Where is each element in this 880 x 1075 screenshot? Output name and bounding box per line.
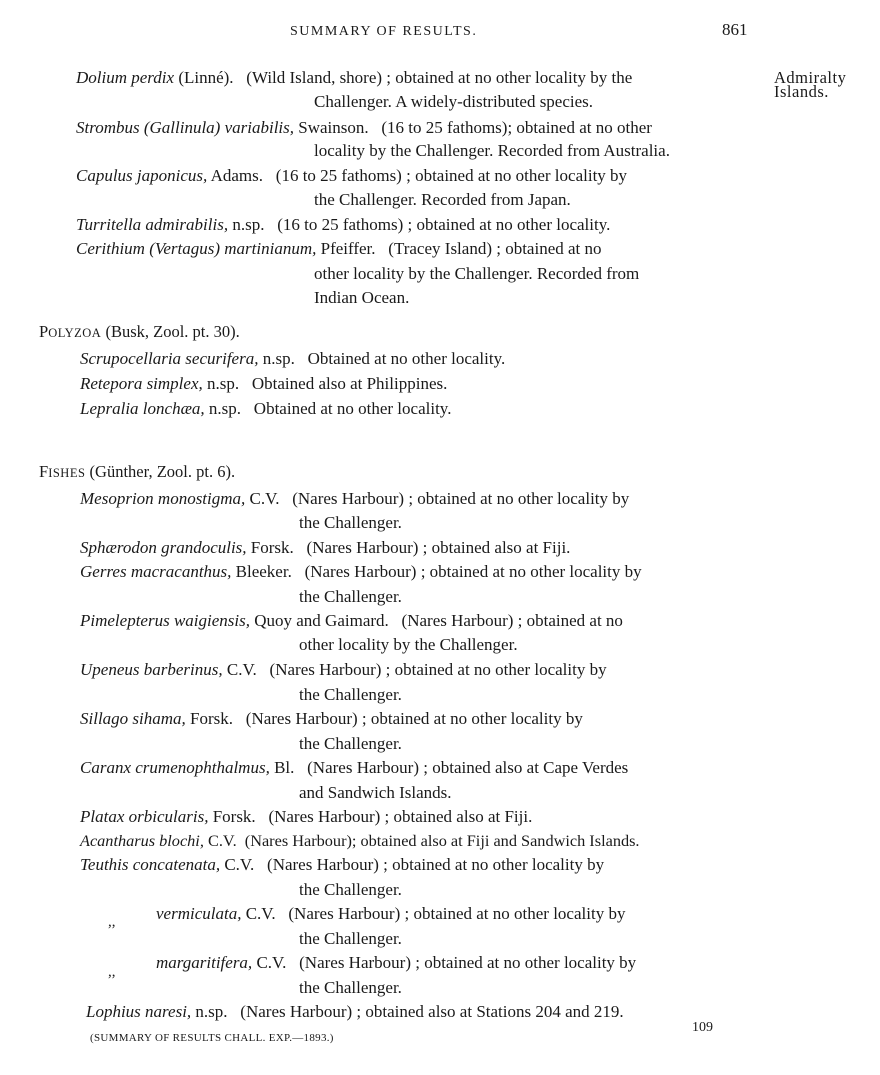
entry-continuation: the Challenger.	[299, 587, 402, 606]
entry-continuation: the Challenger.	[299, 978, 402, 997]
entry-line: Sphærodon grandoculis, Forsk. (Nares Harbour) ; obtained also at Fiji.	[80, 538, 571, 557]
margin-note-line2: Islands.	[774, 82, 829, 101]
species-name: Upeneus barberinus,	[80, 660, 223, 679]
entry-continuation: the Challenger.	[299, 929, 402, 948]
species-name: Sphærodon grandoculis,	[80, 538, 247, 557]
species-name: Cerithium (Vertagus) martinianum,	[76, 239, 317, 258]
entry-line: Lophius naresi, n.sp. (Nares Harbour) ; obtained also at Stations 204 and 219.	[86, 1002, 624, 1021]
margin-note-line1: Admiralty	[774, 68, 847, 87]
species-name: Gerres macracanthus,	[80, 562, 232, 581]
entry-line: Sillago sihama, Forsk. (Nares Harbour) ; obtained at no other locality by	[80, 709, 583, 728]
species-name: Lepralia lonchæa,	[80, 399, 205, 418]
section-heading-polyzoa: POLYZOA (Busk, Zool. pt. 30).	[39, 322, 240, 341]
entry-line: Upeneus barberinus, C.V. (Nares Harbour) ; obtained at no other locality by	[80, 660, 607, 679]
entry-continuation: and Sandwich Islands.	[299, 783, 452, 802]
entry-line: Platax orbicularis, Forsk. (Nares Harbour) ; obtained also at Fiji.	[80, 807, 533, 826]
entry-continuation: locality by the Challenger. Recorded from Australia.	[314, 141, 670, 160]
entry-line: Teuthis concatenata, C.V. (Nares Harbour) ; obtained at no other locality by	[80, 855, 605, 874]
species-name: Platax orbicularis,	[80, 807, 209, 826]
running-header: SUMMARY OF RESULTS.	[290, 24, 478, 39]
species-name: Sillago sihama,	[80, 709, 186, 728]
entry-line: Gerres macracanthus, Bleeker. (Nares Harbour) ; obtained at no other locality by	[80, 562, 642, 581]
species-name: Acantharus blochi,	[80, 831, 204, 850]
entry-line: Scrupocellaria securifera, n.sp. Obtained at no other locality.	[80, 349, 506, 368]
species-name: Mesoprion monostigma,	[80, 489, 246, 508]
page-number: 861	[722, 20, 748, 39]
species-name: Lophius naresi,	[86, 1002, 192, 1021]
species-name: Capulus japonicus,	[76, 166, 208, 185]
species-name: Scrupocellaria securifera,	[80, 349, 259, 368]
species-name: vermiculata,	[156, 904, 242, 923]
entry-line: Pimelepterus waigiensis, Quoy and Gaimard. (Nares Harbour) ; obtained at no	[80, 611, 623, 630]
entry-line: Retepora simplex, n.sp. Obtained also at Philippines.	[80, 374, 448, 393]
entry-line: Mesoprion monostigma, C.V. (Nares Harbour) ; obtained at no other locality by	[80, 489, 630, 508]
entry-line: Cerithium (Vertagus) martinianum, Pfeiffer. (Tracey Island) ; obtained at no	[76, 239, 602, 258]
species-name: Teuthis concatenata,	[80, 855, 221, 874]
entry-line: vermiculata, C.V. (Nares Harbour) ; obtained at no other locality by	[156, 904, 626, 923]
species-name: Pimelepterus waigiensis,	[80, 611, 250, 630]
species-name: Dolium perdix	[76, 68, 175, 87]
entry-continuation: the Challenger.	[299, 880, 402, 899]
entry-line: Capulus japonicus, Adams. (16 to 25 fathoms) ; obtained at no other locality by	[76, 166, 628, 185]
entry-continuation: other locality by the Challenger. Recorded from	[314, 264, 640, 283]
entry-line: Lepralia lonchæa, n.sp. Obtained at no other locality.	[80, 399, 452, 418]
entry-continuation: other locality by the Challenger.	[299, 635, 518, 654]
species-name: Caranx crumenophthalmus,	[80, 758, 270, 777]
signature-number: 109	[692, 1020, 713, 1035]
entry-line: Dolium perdix (Linné). (Wild Island, shore) ; obtained at no other locality by the	[76, 68, 633, 87]
entry-line: margaritifera, C.V. (Nares Harbour) ; obtained at no other locality by	[156, 953, 637, 972]
ditto-mark: ,,	[108, 964, 116, 980]
entry-continuation: the Challenger.	[299, 685, 402, 704]
section-heading-fishes: FISHES (Günther, Zool. pt. 6).	[39, 462, 236, 481]
species-name: Turritella admirabilis,	[76, 215, 229, 234]
entry-line: Turritella admirabilis, n.sp. (16 to 25 fathoms) ; obtained at no other locality.	[76, 215, 611, 234]
entry-continuation: the Challenger. Recorded from Japan.	[314, 190, 571, 209]
species-name: Retepora simplex,	[80, 374, 203, 393]
entry-continuation: the Challenger.	[299, 513, 402, 532]
species-name: margaritifera,	[156, 953, 253, 972]
species-name: Strombus (Gallinula) variabilis,	[76, 118, 295, 137]
entry-continuation: the Challenger.	[299, 734, 402, 753]
entry-line: Acantharus blochi, C.V. (Nares Harbour); obtained also at Fiji and Sandwich Islands.	[80, 831, 640, 850]
ditto-mark: ,,	[108, 914, 116, 930]
entry-continuation: Challenger. A widely-distributed species.	[314, 92, 594, 111]
entry-line: Caranx crumenophthalmus, Bl. (Nares Harbour) ; obtained also at Cape Verdes	[80, 758, 629, 777]
entry-line: Strombus (Gallinula) variabilis, Swainson. (16 to 25 fathoms); obtained at no other	[76, 118, 652, 137]
entry-continuation: Indian Ocean.	[314, 288, 410, 307]
footer-note: (SUMMARY OF RESULTS CHALL. EXP.—1893.)	[90, 1032, 334, 1044]
